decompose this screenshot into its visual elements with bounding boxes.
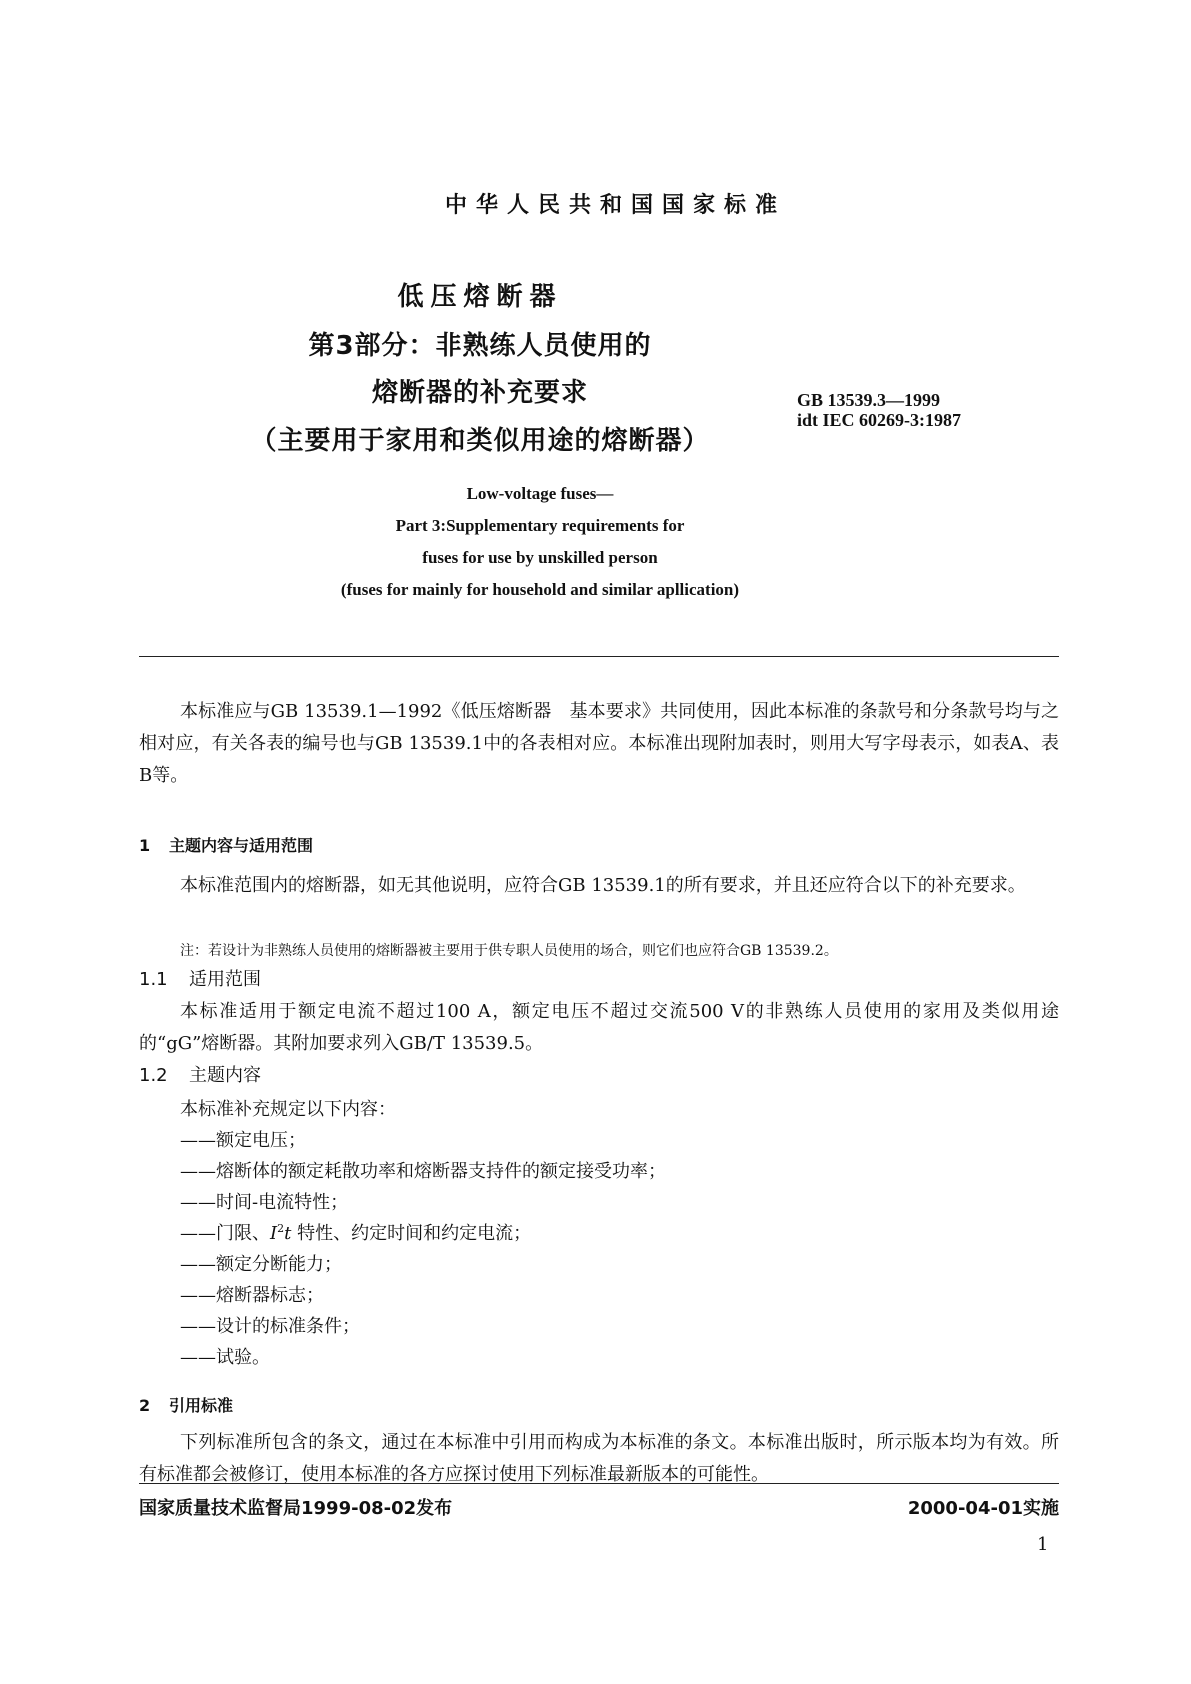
list-item: ——熔断器标志；	[180, 1285, 324, 1306]
list-item-prefix: ——门限、	[180, 1223, 270, 1244]
current-symbol: I	[270, 1223, 278, 1244]
english-title-line-1: Low-voltage fuses—	[466, 484, 614, 503]
section-2-number: 2	[139, 1396, 151, 1415]
subsection-1-1-heading	[139, 965, 261, 991]
list-item: ——时间-电流特性；	[180, 1192, 349, 1213]
section-1-heading	[139, 833, 313, 856]
subsection-1-2-lead: 本标准补充规定以下内容：	[180, 1099, 396, 1120]
iec-code: idt IEC 60269-3:1987	[797, 410, 962, 430]
list-item-suffix: 特性、约定时间和约定电流；	[291, 1223, 532, 1244]
subsection-1-2-title: 主题内容	[189, 1065, 261, 1086]
list-item: ——设计的标准条件；	[180, 1316, 360, 1337]
title-line-2: 第3部分：非熟练人员使用的	[308, 331, 652, 361]
subsection-1-2-number: 1.2	[139, 1065, 168, 1086]
english-title-line-4: (fuses for mainly for household and similar apllication)	[340, 580, 740, 599]
top-divider	[139, 656, 1059, 657]
subsection-1-2-heading	[139, 1061, 261, 1087]
subsection-1-1-number: 1.1	[139, 969, 168, 990]
section-1-number: 1	[139, 836, 151, 855]
title-line-3: 熔断器的补充要求	[371, 378, 588, 408]
title-line-4: （主要用于家用和类似用途的熔断器）	[250, 426, 710, 456]
list-item	[180, 1219, 531, 1245]
english-title-line-2: Part 3:Supplementary requirements for	[395, 516, 685, 535]
national-standard-header: 中华人民共和国国家标准	[444, 193, 786, 218]
english-title-line-3: fuses for use by unskilled person	[422, 548, 658, 567]
bottom-divider	[139, 1483, 1059, 1484]
subsection-1-1-title: 适用范围	[189, 969, 261, 990]
issue-date: 国家质量技术监督局1999-08-02发布	[139, 1498, 453, 1519]
page-number: 1	[1037, 1534, 1049, 1555]
gb-code: GB 13539.3—1999	[797, 390, 941, 410]
section-2-title: 引用标准	[169, 1396, 234, 1415]
list-item: ——额定分断能力；	[180, 1254, 342, 1275]
subsection-1-1-paragraph: 本标准适用于额定电流不超过100 A，额定电压不超过交流500 V的非熟练人员使用的家用及类似用途的“gG”熔断器。其附加要求列入GB/T 13539.5。	[139, 1001, 1059, 1054]
section-1-title: 主题内容与适用范围	[169, 836, 314, 855]
list-item: ——试验。	[180, 1347, 270, 1368]
section-2-heading	[139, 1393, 233, 1416]
section-1-note: 注：若设计为非熟练人员使用的熔断器被主要用于供专职人员使用的场合，则它们也应符合GB 13539.2。	[180, 943, 838, 959]
section-2-paragraph: 下列标准所包含的条文，通过在本标准中引用而构成为本标准的条文。本标准出版时，所示版本均为有效。所有标准都会被修订，使用本标准的各方应探讨使用下列标准最新版本的可能性。	[139, 1432, 1059, 1485]
exponent: 2	[277, 1222, 285, 1235]
list-item: ——额定电压；	[180, 1130, 306, 1151]
title-line-1: 低压熔断器	[397, 282, 563, 312]
section-1-paragraph: 本标准范围内的熔断器，如无其他说明，应符合GB 13539.1的所有要求，并且还应符合以下的补充要求。	[180, 875, 1026, 896]
time-symbol: t	[284, 1223, 292, 1244]
effective-date: 2000-04-01实施	[907, 1498, 1059, 1519]
list-item: ——熔断体的额定耗散功率和熔断器支持件的额定接受功率；	[180, 1161, 666, 1182]
intro-paragraph: 本标准应与GB 13539.1—1992《低压熔断器 基本要求》共同使用，因此本标准的条款号和分条款号均与之相对应，有关各表的编号也与GB 13539.1中的各表相对应。本标准出现附加表时，则用大写字母表示，如表A、表B等。	[139, 701, 1059, 786]
